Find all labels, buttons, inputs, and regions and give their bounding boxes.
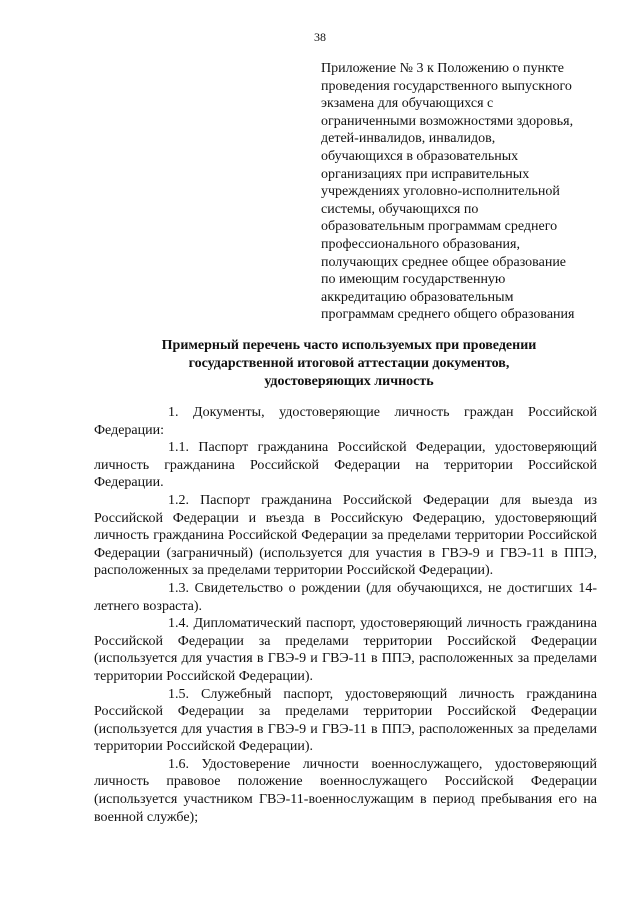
appendix-line: организациях при исправительных xyxy=(321,166,530,182)
appendix-line: аккредитацию образовательным xyxy=(321,289,514,305)
appendix-line: обучающихся в образовательных xyxy=(321,148,519,164)
document-title xyxy=(90,337,608,391)
item-number: 1.6. xyxy=(168,756,189,772)
appendix-header xyxy=(321,60,611,324)
item-number: 1.5. xyxy=(168,686,189,702)
title-line: удостоверяющих личность xyxy=(264,374,434,389)
list-item xyxy=(94,615,597,685)
appendix-line: детей-инвалидов, инвалидов, xyxy=(321,131,496,147)
appendix-line: Приложение № 3 к Положению о пункте xyxy=(321,61,564,76)
item-number: 1.1. xyxy=(168,440,189,456)
item-text: Служебный паспорт, удостоверяющий личность гражданина Российской Федерации за пределами территории Российской Федерации (используется для участия в ГВЭ-9 и ГВЭ-11 в ППЭ, расположенных за пределами территории Российской Федерации). xyxy=(94,686,597,755)
appendix-line: получающих среднее общее образование xyxy=(321,254,567,270)
appendix-line: программам среднего общего образования xyxy=(321,307,575,323)
item-number: 1.2. xyxy=(168,492,189,508)
appendix-line: учреждениях уголовно-исполнительной xyxy=(321,184,560,200)
list-item xyxy=(94,756,597,826)
item-number: 1.3. xyxy=(168,580,189,596)
list-item xyxy=(94,686,597,756)
item-text: Паспорт гражданина Российской Федерации для выезда из Российской Федерации и въезда в Российскую Федерацию, удостоверяющий личность гражданина Российской Федерации за пределами территории Российской Федерации (заграничный) (используется для участия в ГВЭ-9 и ГВЭ-11 в ППЭ, расположенных за пределами территории Российской Федерации). xyxy=(94,492,598,579)
item-number: 1.4. xyxy=(168,616,189,632)
item-number: 1. xyxy=(168,405,179,420)
appendix-line: экзамена для обучающихся с xyxy=(321,96,494,112)
item-text: Удостоверение личности военнослужащего, удостоверяющий личность правовое положение военнослужащего Российской Федерации (используется участником ГВЭ-11-военнослужащим в период пребывания его на военной службе); xyxy=(94,756,597,825)
appendix-line: ограниченными возможностями здоровья, xyxy=(321,113,574,129)
appendix-line: системы, обучающихся по xyxy=(321,201,479,217)
document-body xyxy=(94,404,597,826)
list-item xyxy=(94,492,597,580)
appendix-line: по имеющим государственную xyxy=(321,272,506,288)
list-item xyxy=(94,580,597,615)
list-item xyxy=(94,439,597,492)
title-line: государственной итоговой аттестации документов, xyxy=(188,356,510,371)
item-text: Дипломатический паспорт, удостоверяющий личность гражданина Российской Федерации за пределами территории Российской Федерации (используется для участия в ГВЭ-9 и ГВЭ-11 в ППЭ, расположенных за пределами территории Российской Федерации). xyxy=(94,616,597,684)
page-number: 38 xyxy=(314,30,326,44)
title-line: Примерный перечень часто используемых при проведении xyxy=(161,338,537,353)
appendix-line: проведения государственного выпускного xyxy=(321,78,572,94)
appendix-line: профессионального образования, xyxy=(321,236,520,252)
appendix-line: образовательным программам среднего xyxy=(321,219,558,235)
item-text: Свидетельство о рождении (для обучающихся, не достигших 14-летнего возраста). xyxy=(94,580,598,614)
item-text: Документы, удостоверяющие личность граждан Российской Федерации: xyxy=(94,405,598,438)
list-item xyxy=(94,404,597,439)
item-text: Паспорт гражданина Российской Федерации, удостоверяющий личность гражданина Российской Федерации на территории Российской Федерации. xyxy=(94,440,598,491)
